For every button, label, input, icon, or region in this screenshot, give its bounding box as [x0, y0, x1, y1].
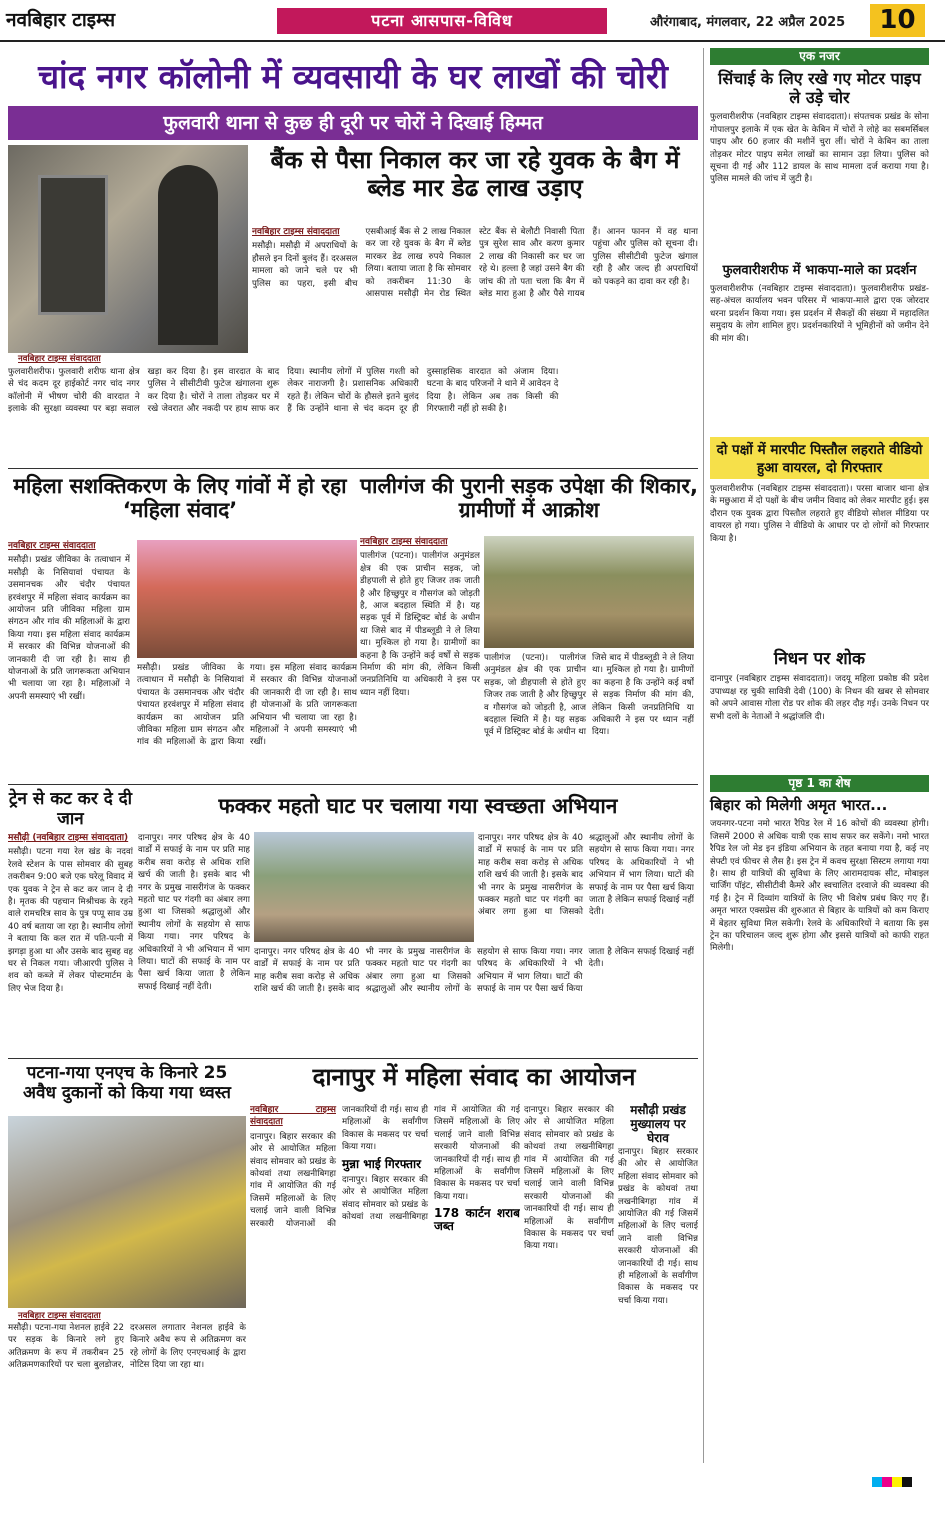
amrit-headline: बिहार को मिलेगी अमृत भारत...	[710, 796, 888, 815]
cpi-headline: फुलवारीशरीफ में भाकपा-माले का प्रदर्शन	[722, 263, 917, 279]
road-body: नवबिहार टाइम्स संवाददाता पालीगंज (पटना)। पालीगंज अनुमंडल क्षेत्र की एक प्राचीन सड़क, जो डीहपाली से होते हुए जिजर तक जाती है और हिच्छुपुर व गौसगंज को जोड़ती है, आज बदहाल स्थिति में है। यह सड़क पूर्व में डिस्ट्रिक्ट बोर्ड के अधीन था जिसे बाद में पीडब्लूडी ने ले लिया था। मुश्किल हो गया है। ग्रामीणों का कहना है कि उन्होंने कई वर्षों से सड़क निर्माण की मांग की, लेकिन किसी जनप्रतिनिधि या अधिकारी ने इस पर ध्यान नहीं दिया।	[360, 537, 480, 698]
issue-date: औरंगाबाद, मंगलवार, 22 अप्रैल 2025	[650, 15, 846, 30]
danapur-body: नवबिहार टाइम्स संवाददाता दानापुर। बिहार सरकार की ओर से आयोजित महिला संवाद सोमवार को प्रखंड के कोथवां तथा लखनीबिगहा गांव में आयोजित की गई जिसमें महिलाओं के लिए चलाई जाने वाली विभिन्न सरकारी योजनाओं की जानकारियों दी गई। साथ ही महिलाओं के सर्वांगीण विकास के मकसद पर चर्चा किया गया। मुन्ना भाई गिरफ्तार दानापुर। बिहार सरकार की ओर से आयोजित महिला संवाद सोमवार को प्रखंड के कोथवां तथा लखनीबिगहा गांव में आयोजित की गई जिसमें महिलाओं के लिए चलाई जाने वाली विभिन्न सरकारी योजनाओं की जानकारियों दी गई। साथ ही महिलाओं के सर्वांगीण विकास के मकसद पर चर्चा किया गया। 178 कार्टन शराब जब्त	[250, 1105, 520, 1233]
lead-photo-caption: नवबिहार टाइम्स संवाददाता	[18, 354, 101, 364]
danapur-byline: नवबिहार टाइम्स संवाददाता	[250, 1105, 336, 1128]
bank-byline: नवबिहार टाइम्स संवाददाता	[252, 227, 340, 237]
ghat-photo	[254, 832, 474, 942]
cpi-body: फुलवारीशरीफ (नवबिहार टाइम्स संवाददाता)। फुलवारीशरीफ प्रखंड-सह-अंचल कार्यालय भवन परिसर में भाकपा-माले द्वारा एक जोरदार धरना प्रदर्शन किया गया। इस प्रदर्शन में सैकड़ों की संख्या में महादलित समुदाय के लोग शामिल हुए। प्रदर्शनकारियों ने भूमिहीनों को जमीन देने की मांग की।	[710, 283, 929, 344]
lead-subhead: फुलवारी थाना से कुछ ही दूरी पर चोरों ने दिखाई हिम्मत	[8, 106, 698, 140]
section-title: पटना आसपास-विविध	[277, 8, 607, 34]
demolition-photo	[8, 1116, 246, 1308]
print-footer	[0, 1470, 945, 1520]
shok-headline: निधन पर शोक	[773, 648, 866, 669]
gherao-body: दानापुर। बिहार सरकार की ओर से आयोजित महिला संवाद सोमवार को प्रखंड के कोथवां तथा लखनीबिगहा गांव में आयोजित की गई जिसमें महिलाओं के लिए चलाई जाने वाली विभिन्न सरकारी योजनाओं की जानकारियों दी गई। साथ ही महिलाओं के सर्वांगीण विकास के मकसद पर चर्चा किया गया।	[618, 1147, 698, 1306]
cmyk-marks	[872, 1472, 912, 1491]
newspaper-brand: नवबिहार टाइम्स	[6, 9, 116, 31]
shesh-tag: पृष्ठ 1 का शेष	[710, 775, 929, 792]
ghat-headline: फक्कर महतो घाट पर चलाया गया स्वच्छता अभियान	[218, 794, 618, 818]
liquor-headline: 178 कार्टन शराब जब्त	[434, 1206, 520, 1233]
ghat-body: दानापुर। नगर परिषद क्षेत्र के 40 वार्डों में सफाई के नाम पर प्रति माह करीब सवा करोड़ से अधिक राशि खर्च की जाती है। इसके बाद भी नगर के प्रमुख नासरीगंज के फक्कर महतो घाट पर गंदगी का अंबार लगा हुआ था जिसको श्रद्धालुओं और स्थानीय लोगों के सहयोग से साफ किया गया। नगर परिषद के अधिकारियों ने भी अभियान में भाग लिया। घाटों की सफाई के नाम पर पैसा खर्च किया जाता है लेकिन सफाई दिखाई नहीं देती।	[138, 833, 250, 992]
amrit-body: जयनगर-पटना नमो भारत रैपिड रेल में 16 कोचों की व्यवस्था होगी। जिसमें 2000 से अधिक यात्री एक साथ सफर कर सकेंगे। नमो भारत रैपिड रेल जो मेड इन इंडिया अभियान के तहत बनाया गया है, कई नए सेफ्टी एवं फीचर से लैस है। इस ट्रेन में कवच सुरक्षा सिस्टम लगाया गया है। साथ ही यात्रियों की सुविधा के लिए आरामदायक सीट, मोबाइल चार्जिंग पॉइंट, सीसीटीवी कैमरे और स्वचालित दरवाजे की व्यवस्था की गई है। ट्रेन में दिव्यांग यात्रियों के लिए भी विशेष प्रबंध किए गए हैं। अमृत भारत एक्सप्रेस की शुरुआत से बिहार के यात्रियों को कम किराए में बेहतर सुविधा मिल सकेगी। रेलवे के अधिकारियों ने बताया कि इस ट्रेन का परिचालन जल्द शुरू होगा और इससे यात्रियों को काफी राहत मिलेगी।	[710, 819, 929, 954]
train-body: मसौढ़ी (नवबिहार टाइम्स संवाददाता) मसौढ़ी। पटना गया रेल खंड के नदवां रेलवे स्टेशन के पास सोमवार की सुबह तकरीबन 9:00 बजे एक घरेलू विवाद में एक युवक ने ट्रेन से कट कर जान दे दी है। मृतक की पहचान मिश्रीचक के रहने वाले रामचरित्र साव के पुत्र पप्पू साव उम्र 40 वर्ष बताया जा रहा है। स्थानीय लोगों ने बताया कि कल रात में पति-पत्नी में झगड़ा हुआ था और उसके बाद सुबह वह घर से निकल गया। जीआरपी पुलिस ने शव को कब्जे में लेकर पोस्टमार्टम के लिए भेज दिया है।	[8, 833, 133, 994]
motor-body: फुलवारीशरीफ (नवबिहार टाइम्स संवाददाता)। संपतचक प्रखंड के सोना गोपालपुर इलाके में एक खेत के केबिन में चोरों ने लोहे का सबमर्सिबल पाइप और 60 हजार की मशीनें चुरा लीं। चोरों ने केबिन का ताला तोड़कर मोटर पाइप समेत लाखों का सामान उड़ा लिया। पुलिस को सूचना दी गई और 112 डायल के साथ मामला दर्ज कराया गया है। पुलिस मामले की जांच में जुटी है।	[710, 112, 929, 185]
mahila-photo	[137, 540, 357, 658]
ghat-body-2: दानापुर। नगर परिषद क्षेत्र के 40 वार्डों में सफाई के नाम पर प्रति माह करीब सवा करोड़ से अधिक राशि खर्च की जाती है। इसके बाद भी नगर के प्रमुख नासरीगंज के फक्कर महतो घाट पर गंदगी का अंबार लगा हुआ था जिसको श्रद्धालुओं और स्थानीय लोगों के सहयोग से साफ किया गया। नगर परिषद के अधिकारियों ने भी अभियान में भाग लिया। घाटों की सफाई के नाम पर पैसा खर्च किया जाता है लेकिन सफाई दिखाई नहीं देती।	[254, 947, 694, 995]
train-byline: मसौढ़ी (नवबिहार टाइम्स संवाददाता)	[8, 833, 129, 843]
divider	[8, 784, 698, 785]
mahila-body-2: मसौढ़ी। प्रखंड जीविका के तत्वाधान में मसौढ़ी के निसियावां पंचायत के उसमानचक और चंदौर पंचायत हरवंशपुर में महिला संवाद कार्यक्रम का आयोजन प्रति जीविका महिला ग्राम संगठन और गांव की महिलाओं के द्वारा किया गया। इस महिला संवाद कार्यक्रम में सरकार की विभिन्न योजनाओं की जानकारी दी जा रही है। साथ ही योजनाओं के प्रति जागरूकता अभियान भी चलाया जा रहा है। महिलाओं ने अपनी समस्याएं भी रखीं।	[137, 663, 357, 748]
mahila-body: नवबिहार टाइम्स संवाददाता मसौढ़ी। प्रखंड जीविका के तत्वाधान में मसौढ़ी के निसियावां पंचायत के उसमानचक और चंदौर पंचायत हरवंशपुर में महिला संवाद कार्यक्रम का आयोजन प्रति जीविका महिला ग्राम संगठन और गांव की महिलाओं के द्वारा किया गया। इस महिला संवाद कार्यक्रम में सरकार की विभिन्न योजनाओं की जानकारी दी जा रही है। साथ ही योजनाओं के प्रति जागरूकता अभियान भी चलाया जा रहा है। महिलाओं ने अपनी समस्याएं भी रखीं।	[8, 541, 130, 702]
ek-nazar-tag: एक नजर	[710, 48, 929, 65]
mahila-headline: महिला सशक्तिकरण के लिए गांवों में हो रहा ‘महिला संवाद’	[13, 474, 347, 523]
right-column	[703, 48, 935, 1463]
bank-headline: बैंक से पैसा निकाल कर जा रहे युवक के बैग में ब्लेड मार डेढ लाख उड़ाए	[270, 146, 680, 202]
shops-body: मसौढ़ी। पटना-गया नेशनल हाईवे 22 पर सड़क के किनारे लगे हुए अतिक्रमण के रूप में तकरीबन 25 अतिक्रमणकारियों पर चला बुलडोजर, दरअसल लगातार नेशनल हाईवे के किनारे अवैध रूप से अतिक्रमण कर रहे लोगों के लिए एनएचआई के द्वारा नोटिस दिया जा रहा था।	[8, 1323, 246, 1371]
shops-photo-caption: नवबिहार टाइम्स संवाददाता	[18, 1311, 101, 1321]
shok-body: दानापुर (नवबिहार टाइम्स संवाददाता)। जदयू महिला प्रकोष्ठ की प्रदेश उपाध्यक्ष रह चुकी सावित्री देवी (100) के निधन की खबर से सोमवार को अपने आवास गोला रोड पर शोक की लहर दौड़ गई। उनके निधन पर सभी दलों के नेताओं ने श्रद्धांजलि दी।	[710, 674, 929, 722]
mahila-byline: नवबिहार टाइम्स संवाददाता	[8, 541, 96, 551]
lead-headline: चांद नगर कॉलोनी में व्यवसायी के घर लाखों की चोरी	[38, 57, 668, 96]
fight-headline: दो पक्षों में मारपीट पिस्तौल लहराते वीडियो हुआ वायरल, दो गिरफ्तार	[710, 437, 929, 479]
road-headline: पालीगंज की पुरानी सड़क उपेक्षा की शिकार, ग्रामीणों में आक्रोश	[360, 474, 698, 523]
burglary-photo	[8, 145, 248, 353]
arrest-headline: मुन्ना भाई गिरफ्तार	[342, 1156, 422, 1171]
fight-body: फुलवारीशरीफ (नवबिहार टाइम्स संवाददाता)। परसा बाजार थाना क्षेत्र के मछुआरा में दो पक्षों के बीच जमीन विवाद को लेकर मारपीट हुई। इस दौरान एक युवक द्वारा पिस्तौल लहराते हुए वीडियो सोशल मीडिया पर वायरल हो गया। पुलिस ने वीडियो के आधार पर दो लोगों को गिरफ्तार किया है।	[710, 483, 929, 544]
danapur-headline: दानापुर में महिला संवाद का आयोजन	[312, 1063, 636, 1091]
road-photo	[484, 536, 694, 648]
ghat-body-3: दानापुर। नगर परिषद क्षेत्र के 40 वार्डों में सफाई के नाम पर प्रति माह करीब सवा करोड़ से अधिक राशि खर्च की जाती है। इसके बाद भी नगर के प्रमुख नासरीगंज के फक्कर महतो घाट पर गंदगी का अंबार लगा हुआ था जिसको श्रद्धालुओं और स्थानीय लोगों के सहयोग से साफ किया गया। नगर परिषद के अधिकारियों ने भी अभियान में भाग लिया। घाटों की सफाई के नाम पर पैसा खर्च किया जाता है लेकिन सफाई दिखाई नहीं देती।	[478, 833, 694, 918]
shops-headline: पटना-गया एनएच के किनारे 25 अवैध दुकानों को किया गया ध्वस्त	[23, 1063, 231, 1103]
masthead	[0, 0, 945, 42]
bank-body: नवबिहार टाइम्स संवाददाता मसौढ़ी। मसौढ़ी में अपराधियों के हौसले इन दिनों बुलंद हैं। दरअसल मामला को जाने चले पर भी पुलिस का पहरा, इसी बीच एसबीआई बैंक से 2 लाख निकाल कर जा रहे युवक के बैग में ब्लेड मारकर डेढ लाख रुपये निकाल लिया। बताया जाता है कि सोमवार को तकरीबन 11:30 के आसपास मसौढ़ी मेन रोड स्थित स्टेट बैंक से बेलौटी निवासी पिता पुत्र सुरेश साव और करण कुमार 2 लाख की निकासी कर घर जा रहे थे। हल्ला है जहां उसने बैग की जांच की तो पता चला कि बैग में ब्लेड मारा हुआ है और पैसे गायब हैं। आनन फानन में वह थाना पहुंचा और पुलिस को सूचना दी। पुलिस सीसीटीवी फुटेज खंगाल रही है और जल्द ही अपराधियों को पकड़ने का दावा कर रही है।	[252, 227, 698, 300]
road-body-2: पालीगंज (पटना)। पालीगंज अनुमंडल क्षेत्र की एक प्राचीन सड़क, जो डीहपाली से होते हुए जिजर तक जाती है और हिच्छुपुर व गौसगंज को जोड़ती है, आज बदहाल स्थिति में है। यह सड़क पूर्व में डिस्ट्रिक्ट बोर्ड के अधीन था जिसे बाद में पीडब्लूडी ने ले लिया था। मुश्किल हो गया है। ग्रामीणों का कहना है कि उन्होंने कई वर्षों से सड़क निर्माण की मांग की, लेकिन किसी जनप्रतिनिधि या अधिकारी ने इस पर ध्यान नहीं दिया।	[484, 653, 694, 738]
danapur-body-2: दानापुर। बिहार सरकार की ओर से आयोजित महिला संवाद सोमवार को प्रखंड के कोथवां तथा लखनीबिगहा गांव में आयोजित की गई जिसमें महिलाओं के लिए चलाई जाने वाली विभिन्न सरकारी योजनाओं की जानकारियों दी गई। साथ ही महिलाओं के सर्वांगीण विकास के मकसद पर चर्चा किया गया।	[524, 1105, 614, 1252]
gherao-headline: मसौढ़ी प्रखंड मुख्यालय पर घेराव	[630, 1103, 686, 1145]
page-number: 10	[870, 4, 925, 37]
road-byline: नवबिहार टाइम्स संवाददाता	[360, 537, 448, 547]
divider	[8, 468, 698, 469]
train-headline: ट्रेन से कट कर दे दी जान	[8, 789, 133, 829]
divider	[8, 1058, 698, 1059]
motor-headline: सिंचाई के लिए रखे गए मोटर पाइप ले उड़े चोर	[718, 69, 921, 108]
lead-body: फुलवारीशरीफ। फुलवारी शरीफ थाना क्षेत्र से चंद कदम दूर हाईकोर्ट नगर चांद नगर कॉलोनी में भीषण चोरी की वारदात ने इलाके की सुरक्षा व्यवस्था पर बड़ा सवाल खड़ा कर दिया है। इस वारदात के बाद पुलिस ने सीसीटीवी फुटेज खंगालना शुरू कर दिया है। चोरों ने ताला तोड़कर घर में रखे जेवरात और नकदी पर हाथ साफ कर दिया। स्थानीय लोगों में पुलिस गश्ती को लेकर नाराजगी है। प्रशासनिक अधिकारी रहते हैं। लेकिन चोरों के हौसले इतने बुलंद हैं कि उन्होंने थाना से चंद कदम दूर ही दुस्साहसिक वारदात को अंजाम दिया। घटना के बाद परिजनों ने थाने में आवेदन दे दिया है। लेकिन अब तक किसी की गिरफ्तारी नहीं हो सकी है।	[8, 367, 559, 415]
